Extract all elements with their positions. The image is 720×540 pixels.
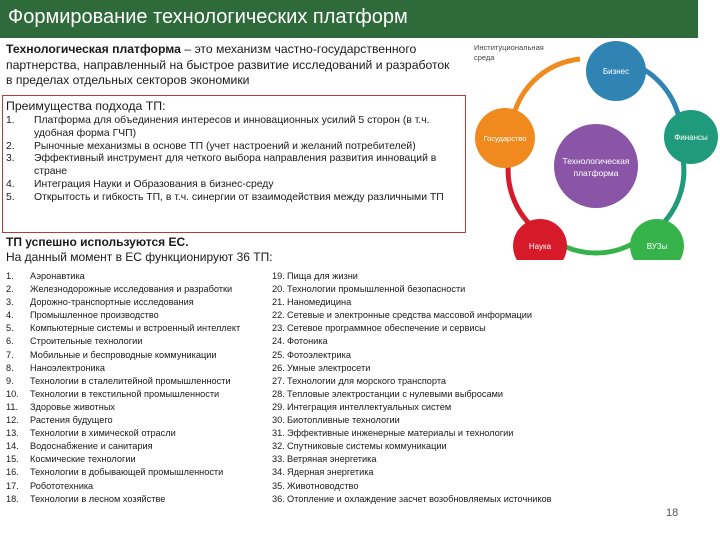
center-label-line2: платформа bbox=[573, 168, 619, 178]
platform-item bbox=[6, 466, 268, 479]
advantage-number: 3. bbox=[6, 153, 15, 165]
platform-number: 18. bbox=[6, 493, 19, 504]
platform-number: 12. bbox=[6, 415, 19, 426]
platform-item bbox=[6, 296, 268, 309]
platform-number: 17. bbox=[6, 480, 19, 491]
platform-name: Строительные технологии bbox=[30, 336, 143, 347]
platform-name: Технологии в сталелитейной промышленности bbox=[30, 375, 231, 386]
platform-item bbox=[272, 296, 712, 309]
platform-item bbox=[272, 440, 712, 453]
platform-name: Космические технологии bbox=[30, 454, 136, 465]
platform-number: 8. bbox=[6, 362, 14, 373]
platform-name: Умные электросети bbox=[287, 362, 371, 373]
platform-number: 16. bbox=[6, 467, 19, 478]
page-title: Формирование технологических платформ bbox=[8, 6, 408, 28]
universities-label: ВУЗы bbox=[646, 242, 668, 251]
intro-paragraph bbox=[6, 42, 456, 89]
platform-name: Наноэлектроника bbox=[30, 362, 105, 373]
env-label-line1: Институциональная bbox=[474, 43, 544, 52]
advantages-title: Преимущества подхода ТП: bbox=[6, 99, 166, 113]
platform-item bbox=[272, 335, 712, 348]
platform-item bbox=[272, 388, 712, 401]
advantage-text: Открытость и гибкость ТП, в т.ч. синергии от взаимодействия между различными ТП bbox=[34, 191, 444, 203]
advantage-number: 4. bbox=[6, 178, 15, 190]
platform-item bbox=[6, 309, 268, 322]
platform-item bbox=[272, 466, 712, 479]
platform-item bbox=[6, 375, 268, 388]
platform-item bbox=[272, 375, 712, 388]
platform-item bbox=[272, 362, 712, 375]
intro-term: Технологическая платформа bbox=[6, 42, 181, 56]
platform-item bbox=[272, 349, 712, 362]
science-label: Наука bbox=[528, 242, 552, 251]
advantage-text: Интеграция Науки и Образования в бизнес-среду bbox=[34, 178, 274, 190]
platform-name: Аэронавтика bbox=[30, 271, 85, 281]
ec-statement: ТП успешно используются ЕС. bbox=[6, 235, 189, 249]
platform-name: Железнодорожные исследования и разработки bbox=[30, 284, 233, 295]
platform-number: 32. bbox=[272, 441, 285, 452]
platform-item bbox=[6, 270, 268, 283]
env-label-line2: среда bbox=[474, 53, 495, 62]
platform-name: Технологии для морского транспорта bbox=[287, 375, 447, 386]
platform-number: 31. bbox=[272, 428, 285, 439]
center-circle bbox=[554, 124, 638, 208]
advantage-item bbox=[6, 192, 458, 205]
platform-name: Промышленное производство bbox=[30, 310, 159, 321]
platform-number: 22. bbox=[272, 310, 285, 321]
platform-item bbox=[6, 453, 268, 466]
platform-number: 33. bbox=[272, 454, 285, 465]
platform-number: 35. bbox=[272, 480, 285, 491]
platform-name: Водоснабжение и санитария bbox=[30, 441, 153, 452]
platform-number: 5. bbox=[6, 323, 14, 334]
platform-item bbox=[272, 493, 712, 506]
platform-name: Дорожно-транспортные исследования bbox=[30, 297, 194, 308]
platform-number: 19. bbox=[272, 271, 285, 281]
platforms-list-right bbox=[272, 270, 712, 506]
advantage-item bbox=[6, 153, 458, 179]
science-node bbox=[513, 219, 567, 260]
platform-item bbox=[272, 480, 712, 493]
platform-number: 2. bbox=[6, 284, 14, 295]
platform-number: 1. bbox=[6, 271, 14, 281]
platform-item bbox=[6, 414, 268, 427]
platform-stakeholder-diagram bbox=[470, 38, 718, 260]
platform-number: 30. bbox=[272, 415, 285, 426]
platform-item bbox=[6, 335, 268, 348]
platform-number: 4. bbox=[6, 310, 14, 321]
platform-name: Технологии в лесном хозяйстве bbox=[30, 493, 166, 504]
business-label: Бизнес bbox=[602, 67, 630, 76]
title-bar bbox=[0, 0, 698, 38]
platform-item bbox=[6, 427, 268, 440]
platform-name: Отопление и охлаждение засчет возобновляемых источников bbox=[287, 493, 552, 504]
platform-number: 21. bbox=[272, 297, 285, 308]
platform-number: 24. bbox=[272, 336, 285, 347]
platform-number: 14. bbox=[6, 441, 19, 452]
platform-name: Растения будущего bbox=[30, 415, 113, 426]
platform-name: Фотоэлектрика bbox=[287, 349, 351, 360]
platform-name: Технологии в добывающей промышленности bbox=[30, 467, 224, 478]
intro-definition: – это механизм частно-государственного партнерства, направленный на быстрое развитие исследований и разработок в пределах отдельных секторов экономики bbox=[6, 42, 450, 87]
platform-name: Сетевое программное обеспечение и сервисы bbox=[287, 323, 486, 334]
platform-number: 15. bbox=[6, 454, 19, 465]
ec-count-statement: На данный момент в ЕС функционируют 36 ТП: bbox=[6, 250, 273, 264]
platform-number: 27. bbox=[272, 375, 285, 386]
platform-item bbox=[272, 414, 712, 427]
platform-number: 23. bbox=[272, 323, 285, 334]
platform-name: Мобильные и беспроводные коммуникации bbox=[30, 349, 217, 360]
platform-name: Спутниковые системы коммуникации bbox=[287, 441, 447, 452]
advantage-item bbox=[6, 141, 458, 154]
platform-number: 25. bbox=[272, 349, 285, 360]
platform-number: 10. bbox=[6, 388, 19, 399]
platform-number: 11. bbox=[6, 401, 19, 412]
platform-name: Робототехника bbox=[30, 480, 94, 491]
finance-label: Финансы bbox=[674, 133, 708, 142]
platform-item bbox=[6, 283, 268, 296]
platform-number: 36. bbox=[272, 493, 285, 504]
platform-name: Ветряная энергетика bbox=[287, 454, 377, 465]
platform-item bbox=[6, 388, 268, 401]
platform-number: 9. bbox=[6, 375, 14, 386]
platform-item bbox=[6, 493, 268, 506]
universities-node bbox=[630, 219, 684, 260]
platform-item bbox=[272, 283, 712, 296]
platform-item bbox=[272, 401, 712, 414]
platform-item bbox=[272, 453, 712, 466]
center-label-line1: Технологическая bbox=[562, 156, 630, 166]
platform-item bbox=[272, 427, 712, 440]
platform-number: 29. bbox=[272, 401, 285, 412]
page-number: 18 bbox=[666, 507, 679, 519]
platform-item bbox=[6, 349, 268, 362]
platform-number: 7. bbox=[6, 349, 14, 360]
platform-item bbox=[6, 362, 268, 375]
advantage-text: Платформа для объединения интересов и инновационных усилий 5 сторон (в т.ч. удобная форма ГЧП) bbox=[34, 115, 430, 139]
platforms-list-left bbox=[6, 270, 268, 506]
platform-name: Тепловые электростанции с нулевыми выбросами bbox=[287, 388, 504, 399]
platform-name: Фотоника bbox=[287, 336, 328, 347]
platform-item bbox=[6, 401, 268, 414]
platform-number: 28. bbox=[272, 388, 285, 399]
platform-number: 20. bbox=[272, 284, 285, 295]
platform-name: Сетевые и электронные средства массовой информации bbox=[287, 310, 532, 321]
platform-number: 34. bbox=[272, 467, 285, 478]
advantages-list bbox=[6, 115, 458, 205]
platform-name: Технологии в текстильной промышленности bbox=[30, 388, 220, 399]
platform-number: 26. bbox=[272, 362, 285, 373]
platform-name: Интеграция интеллектуальных систем bbox=[287, 401, 452, 412]
platform-name: Биотопливные технологии bbox=[287, 415, 400, 426]
platform-item bbox=[6, 440, 268, 453]
platform-name: Животноводство bbox=[287, 480, 359, 491]
platform-name: Наномедицина bbox=[287, 297, 352, 308]
platform-number: 13. bbox=[6, 428, 19, 439]
advantage-number: 5. bbox=[6, 191, 15, 203]
platform-name: Ядерная энергетика bbox=[287, 467, 374, 478]
platform-item bbox=[272, 322, 712, 335]
platform-item bbox=[6, 480, 268, 493]
platform-name: Пища для жизни bbox=[287, 271, 358, 281]
advantage-item bbox=[6, 179, 458, 192]
government-label: Государство bbox=[483, 134, 527, 143]
platform-name: Технологии промышленной безопасности bbox=[287, 284, 466, 295]
advantage-number: 1. bbox=[6, 115, 15, 126]
platform-name: Компьютерные системы и встроенный интеллект bbox=[30, 323, 241, 334]
platform-name: Эффективные инженерные материалы и технологии bbox=[287, 428, 514, 439]
platform-number: 3. bbox=[6, 297, 14, 308]
platform-number: 6. bbox=[6, 336, 14, 347]
platform-item bbox=[272, 270, 712, 283]
advantage-text: Рыночные механизмы в основе ТП (учет настроений и желаний потребителей) bbox=[34, 140, 416, 152]
platform-name: Технологии в химической отрасли bbox=[30, 428, 176, 439]
platform-name: Здоровье животных bbox=[30, 401, 116, 412]
advantage-item bbox=[6, 115, 458, 141]
advantage-number: 2. bbox=[6, 140, 15, 152]
advantage-text: Эффективный инструмент для четкого выбора направления развития инноваций в стране bbox=[34, 153, 437, 178]
platform-item bbox=[272, 309, 712, 322]
platform-item bbox=[6, 322, 268, 335]
ring-segment-universities bbox=[558, 243, 634, 253]
